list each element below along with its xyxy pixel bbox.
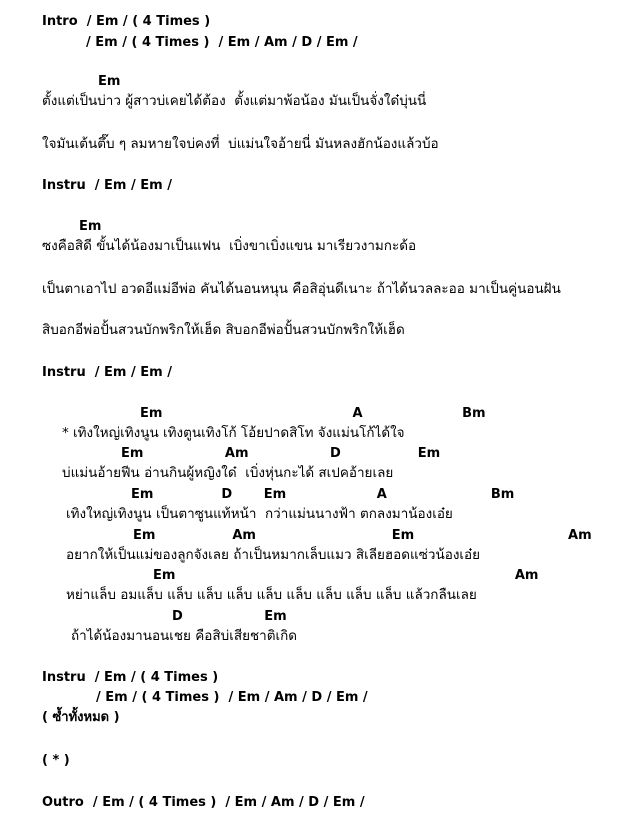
chorus-lyric-4: อยากให้เป็นแม่ของลูกจังเลย ถ้าเป็นหมากเล็บแมว สิเลียฮอดแซ่วน้องเอ๋ย [66,547,481,563]
chorus-chords-5: Em Am [153,568,539,583]
chorus-lyric-6: ถ้าได้น้องมานอนเชย คือสิบ่เสียชาติเกิด [71,628,298,644]
outro-line: Outro / Em / ( 4 Times ) / Em / Am / D / Em / [42,795,365,810]
verse2-lyric-3: สิบอกอีพ่อปั้นสวนบักพริกให้เฮ็ด สิบอกอีพ่อปั้นสวนบักพริกให้เฮ็ด [42,322,405,338]
chorus-chords-3: Em D Em A Bm [131,487,515,502]
verse1-lyric-2: ใจมันเต้นตึ๊บ ๆ ลมหายใจบ่คงที่ บ่แม่นใจอ้ายนี่ มันหลงฮักน้องแล้วบ้อ [42,136,439,152]
chorus-lyric-2: บ่แม่นอ้ายฟีน อ่านกินผู้หญิงใด๋ เบิ่งหุ่นกะได้ สเปคอ้ายเลย [62,465,394,481]
chorus-chords-2: Em Am D Em [121,446,441,461]
verse1-lyric-1: ตั้งแต่เป็นบ่าว ผู้สาวบ่เคยได้ต้อง ตั้งแต่มาพ้อน้อง มันเป็นจั่งใด๋บุ่นนี่ [42,93,427,109]
verse1-chord: Em [98,74,121,89]
chorus-chords-1: Em A Bm [140,406,486,421]
verse2-lyric-2: เป็นตาเอาไป อวดอีแม่อีพ่อ คันได้นอนหนุน คือสิอุ่นดีเนาะ ถ้าได้นวลละออ มาเป็นคู่นอนฝัน [42,281,561,297]
repeat-all-note: ( ซ้ำทั้งหมด ) [42,710,120,725]
verse2-chord: Em [79,219,102,234]
intro-line-2: / Em / ( 4 Times ) / Em / Am / D / Em / [86,35,358,50]
instru-line-1: Instru / Em / Em / [42,178,172,193]
chorus-lyric-3: เทิงใหญ่เทิงนูน เป็นตาซูนแท้หน้า กว่าแม่นนางฟ้า ตกลงมาน้องเอ๋ย [66,506,453,522]
instru-line-3a: Instru / Em / ( 4 Times ) [42,670,219,685]
chorus-chords-4: Em Am Em Am [133,528,592,543]
instru-line-3b: / Em / ( 4 Times ) / Em / Am / D / Em / [96,690,368,705]
chorus-chords-6: D Em [172,609,287,624]
chorus-lyric-5: หย่าแล็บ อมแล็บ แล็บ แล็บ แล็บ แล็บ แล็บ แล็บ แล็บ แล็บ แล้วกลืนเลย [66,587,477,603]
chorus-lyric-1: * เทิงใหญ่เทิงนูน เทิงตูนเทิงโก้ โอ้ยปาดสิโท จังแม่นโก้ได้ใจ [62,425,405,441]
verse2-lyric-1: ซงคือสิดี ขั้นได้น้องมาเป็นแฟน เบิ่งขาเบิ่งแขน มาเรียวงามกะด้อ [42,238,417,254]
intro-line-1: Intro / Em / ( 4 Times ) [42,14,211,29]
repeat-chorus-marker: ( * ) [42,753,70,768]
instru-line-2: Instru / Em / Em / [42,365,172,380]
